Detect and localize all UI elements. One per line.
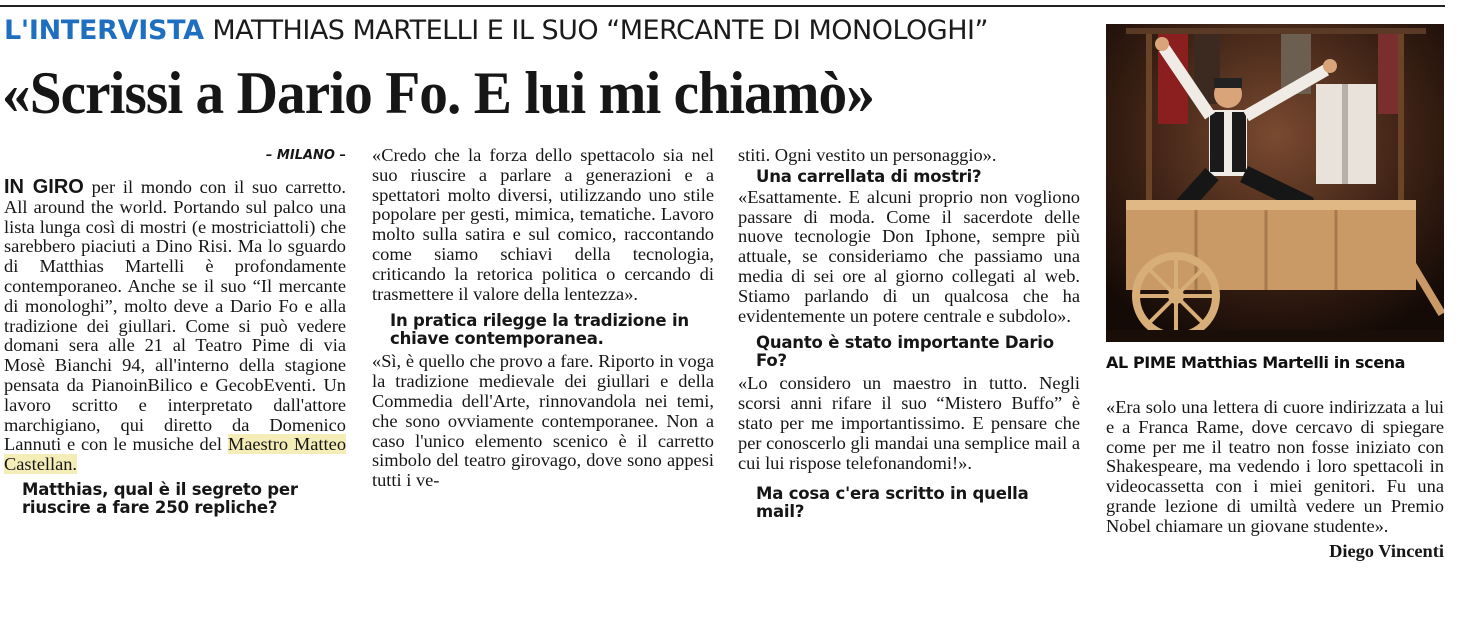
caption-text: Matthias Martelli in scena: [1175, 353, 1406, 372]
dateline: – MILANO –: [265, 148, 346, 163]
question-5: Ma cosa c'era scritto in quella mail?: [756, 484, 1029, 522]
stage-photo: [1106, 24, 1444, 342]
kicker: [4, 16, 988, 46]
article-column-1: [4, 146, 346, 517]
question-1: Matthias, qual è il segreto per riuscire a fare 250 repliche?: [22, 479, 298, 517]
answer-2-continued: stiti. Ogni vestito un personaggio».: [738, 145, 997, 165]
kicker-subtitle: MATTHIAS MARTELLI E IL SUO “MERCANTE DI MONOLOGHI”: [212, 15, 988, 46]
lead-paragraph: [4, 178, 346, 475]
answer-1: «Credo che la forza dello spettacolo sia nel suo riuscire a parlare a generazioni e a spettatori molto diversi, utilizzando uno stile popolare per gesti, mimica, tematiche. Lavoro molto sulla satira e sul comico, raccontando come siamo schiavi della tecnologia, criticando la retorica politica o cercando di trasmettere il valore della lentezza».: [372, 145, 714, 304]
byline-signature: Diego Vincenti: [1329, 540, 1444, 561]
answer-3: «Esattamente. E alcuni proprio non vogliono passare di moda. Come il sacerdote delle nuove tecnologie Don Iphone, sempre più attuale, se consideriamo che passiamo una media di sei ore al giorno collegati al web. Stiamo parlando di un qualcosa che ha evidentemente un potere centrale e subdolo».: [738, 186, 1080, 326]
question-3: Una carrellata di mostri?: [756, 166, 982, 186]
lead-body: per il mondo con il suo carretto. All around the world. Portando sul palco una lista lunga così di mostri (e mostriciattoli) che sarebbero piaciuti a Dino Risi. Ma lo sguardo di Matthias Martelli è profondamente contemporaneo. Anche se il suo “Il mercante di monologhi”, molto deve a Dario Fo e alla tradizione dei giullari. Come si può vedere domani sera alle 21 al Teatro Pime di via Mosè Bianchi 94, all'interno della stagione pensata da PianoinBilico e GecobEventi. Un lavoro scritto e interpretato dall'attore marchigiano, qui diretto da Domenico Lannuti e con le musiche del: [4, 177, 347, 455]
rubric-label: L'INTERVISTA: [4, 15, 204, 46]
question-2: In pratica rilegge la tradizione in chiave contemporanea.: [390, 311, 689, 349]
stage-photo-illustration: [1106, 24, 1444, 342]
photo-caption: [1106, 353, 1405, 373]
question-4: Quanto è stato importante Dario Fo?: [756, 333, 1054, 371]
article-column-4: [1106, 398, 1444, 561]
highlighted-text: Maestro Matteo Castellan.: [4, 434, 347, 475]
answer-4: «Lo considero un maestro in tutto. Negli scorsi anni rifare il suo “Mistero Buffo” è stato per me importantissimo. E pensare che per conoscerlo gli mandai una semplice mail a cui lui rispose telefonandomi!».: [738, 373, 1080, 473]
article-column-3: [738, 146, 1080, 521]
lead-caps: IN GIRO: [4, 176, 84, 198]
article-column-2: [372, 146, 714, 491]
top-rule: [0, 5, 1445, 7]
caption-lead: AL PIME: [1106, 353, 1176, 372]
answer-5: «Era solo una lettera di cuore indirizzata a lui e a Franca Rame, dove cercavo di spiegare come per me il teatro non fosse iniziato con Shakespeare, ma vedendo i loro spettacoli in videocassetta con i miei genitori. Fu una grande lezione di umiltà vedere un Premio Nobel chiamare un giovane studente».: [1106, 397, 1444, 536]
answer-2: «Sì, è quello che provo a fare. Riporto in voga la tradizione medievale dei giullari e della Commedia dell'Arte, rinnovandola nei temi, che sono ovviamente contemporanee. Non a caso l'unico elemento scenico è il carretto simbolo del teatro girovago, dove sono appesi tutti i ve-: [372, 351, 714, 491]
headline: «Scrissi a Dario Fo. E lui mi chiamò»: [2, 60, 874, 126]
